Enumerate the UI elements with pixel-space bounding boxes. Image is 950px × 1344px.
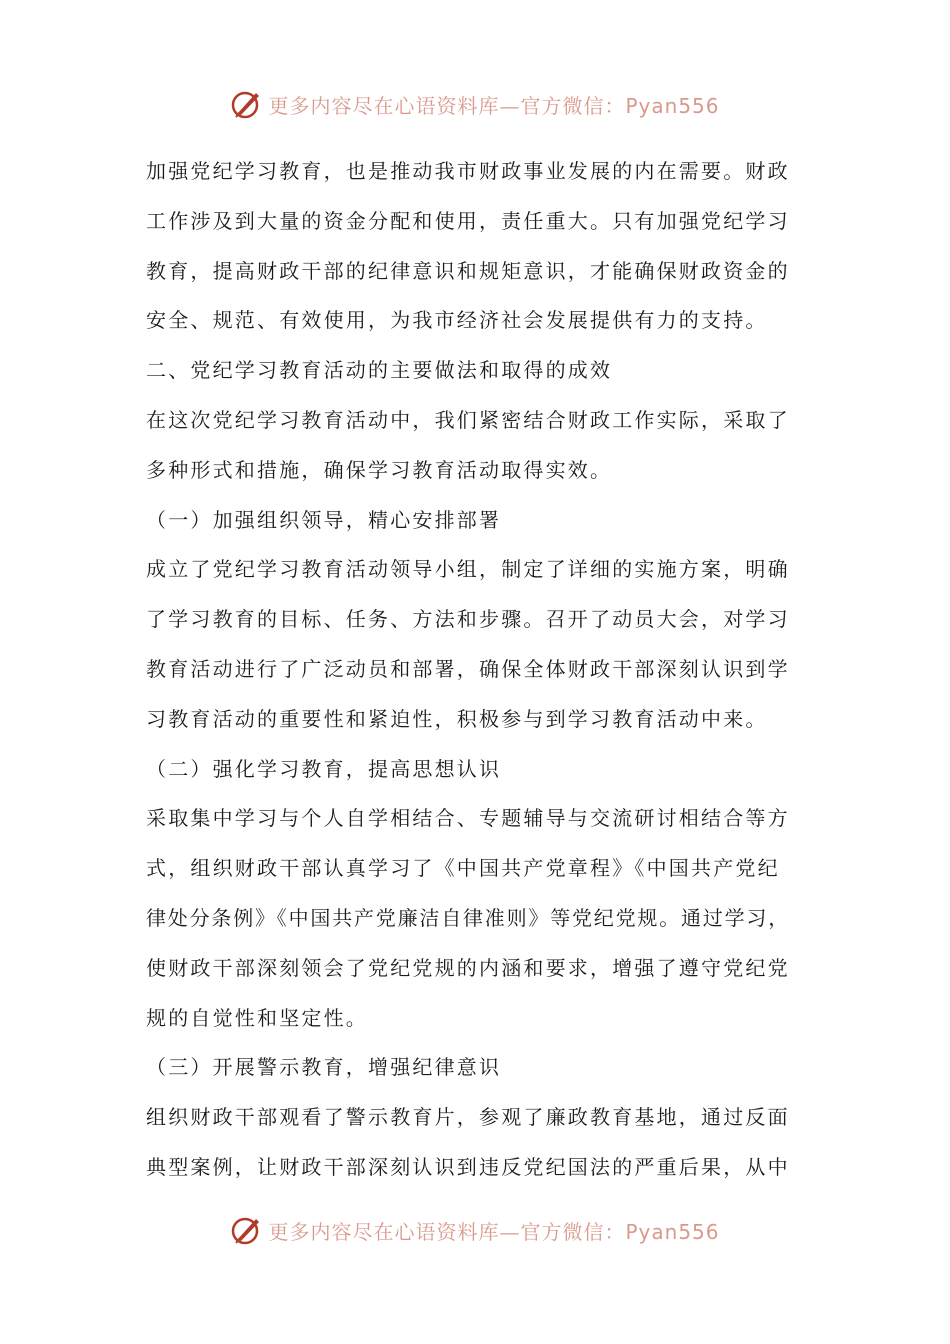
text-line: 在这次党纪学习教育活动中，我们紧密结合财政工作实际，采取了 [146,407,790,432]
text-line: 成立了党纪学习教育活动领导小组，制定了详细的实施方案，明确 [146,557,790,582]
text-line: 使财政干部深刻领会了党纪党规的内涵和要求，增强了遵守党纪党 [146,955,790,980]
subsection-heading: （二）强化学习教育，提高思想认识 [146,756,502,781]
text-line: 律处分条例》《中国共产党廉洁自律准则》等党纪党规。通过学习， [146,905,790,930]
text-line: 教育活动进行了广泛动员和部署，确保全体财政干部深刻认识到学 [146,656,790,681]
header-banner-text: 更多内容尽在心语资料库—官方微信：Pyan556 [268,93,720,118]
text-line: 习教育活动的重要性和紧迫性，积极参与到学习教育活动中来。 [146,706,768,731]
header-banner [0,84,950,124]
footer-wechat-id: Pyan556 [625,1219,720,1244]
text-line: 工作涉及到大量的资金分配和使用，责任重大。只有加强党纪学习 [146,208,790,233]
header-wechat-id: Pyan556 [625,93,720,118]
text-line: 安全、规范、有效使用，为我市经济社会发展提供有力的支持。 [146,308,768,333]
document-body [146,147,816,1193]
text-line: 加强党纪学习教育，也是推动我市财政事业发展的内在需要。财政 [146,159,790,183]
text-line: 多种形式和措施，确保学习教育活动取得实效。 [146,457,613,482]
footer-banner [0,1210,950,1250]
subsection-heading: （三）开展警示教育，增强纪律意识 [146,1055,502,1080]
section-heading: 二、党纪学习教育活动的主要做法和取得的成效 [146,358,613,383]
footer-banner-text: 更多内容尽在心语资料库—官方微信：Pyan556 [268,1219,720,1244]
text-line: 教育，提高财政干部的纪律意识和规矩意识，才能确保财政资金的 [146,258,790,283]
text-line: 式，组织财政干部认真学习了《中国共产党章程》《中国共产党纪 [146,856,780,881]
text-line: 典型案例，让财政干部深刻认识到违反党纪国法的严重后果，从中 [146,1154,790,1179]
text-line: 组织财政干部观看了警示教育片，参观了廉政教育基地，通过反面 [146,1105,790,1130]
quill-logo-icon [230,1213,264,1247]
text-line: 了学习教育的目标、任务、方法和步骤。召开了动员大会，对学习 [146,607,790,632]
subsection-heading: （一）加强组织领导，精心安排部署 [146,507,502,532]
quill-logo-icon [230,87,264,121]
text-line: 规的自觉性和坚定性。 [146,1005,368,1030]
text-line: 采取集中学习与个人自学相结合、专题辅导与交流研讨相结合等方 [146,806,790,831]
